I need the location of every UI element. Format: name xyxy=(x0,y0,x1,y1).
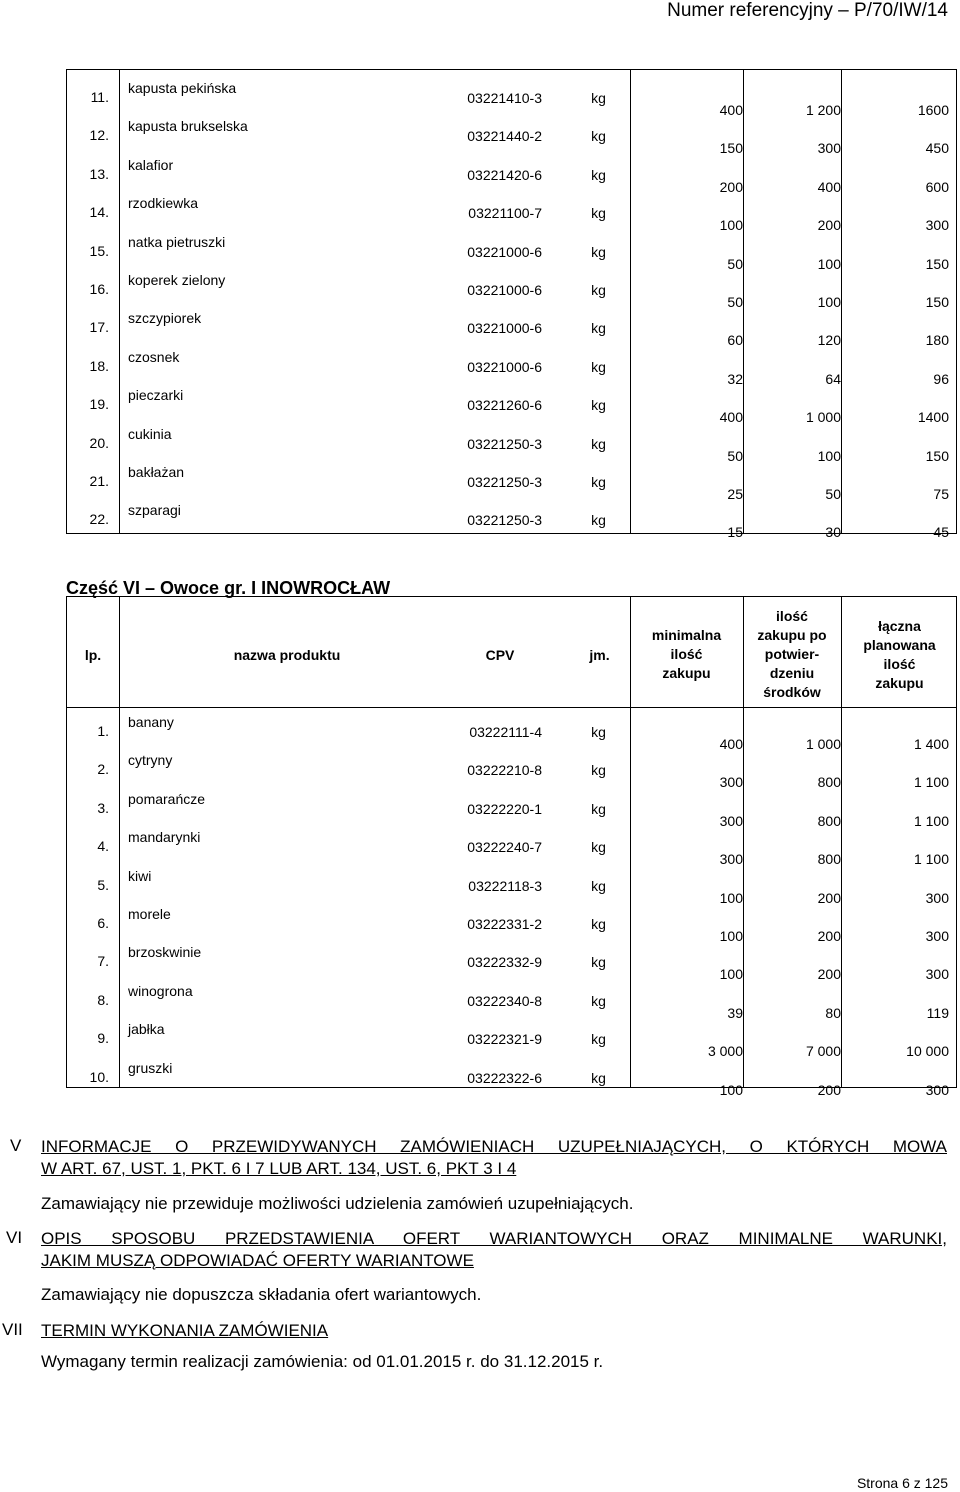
unit: kg xyxy=(591,1069,606,1086)
product-name: kiwi xyxy=(128,867,152,884)
row-lp: 5. xyxy=(97,876,109,893)
cpv-code: 03222321-9 xyxy=(467,1031,542,1048)
total-quantity: 1 400 xyxy=(913,736,949,752)
conditional-quantity: 200 xyxy=(817,217,841,234)
product-name: kapusta pekińska xyxy=(128,80,237,96)
section-v-text: Zamawiający nie przewiduje możliwości udzielenia zamówień uzupełniających. xyxy=(41,1194,634,1213)
unit: kg xyxy=(591,512,606,529)
min-quantity: 15 xyxy=(727,524,743,541)
total-quantity: 300 xyxy=(925,928,949,944)
total-quantity: 75 xyxy=(933,486,949,502)
min-quantity: 39 xyxy=(727,1004,743,1021)
product-name: kalafior xyxy=(128,156,174,173)
cpv-code: 03222210-8 xyxy=(467,762,542,779)
unit: kg xyxy=(591,435,606,452)
min-quantity: 100 xyxy=(719,928,743,944)
section-v-heading: INFORMACJE O PRZEWIDYWANYCH ZAMÓWIENIACH UZUPEŁNIAJĄCYCH, O KTÓRYCH MOWA W ART. 67, UST. 1, PKT. 6 I 7 LUB ART. 134, UST. 6, PKT 3 I 4 xyxy=(41,1137,947,1178)
unit: kg xyxy=(591,243,606,260)
cpv-code: 03221000-6 xyxy=(467,282,542,298)
total-quantity: 1 100 xyxy=(913,851,949,868)
min-quantity: 32 xyxy=(727,370,743,387)
unit: kg xyxy=(591,800,606,817)
cpv-code: 03221000-6 xyxy=(467,243,542,260)
min-quantity: 300 xyxy=(719,812,743,829)
cpv-code: 03221260-6 xyxy=(467,397,542,414)
product-name: brzoskwinie xyxy=(128,944,202,961)
section-vi-number: VI xyxy=(6,1228,23,1247)
cpv-code: 03222340-8 xyxy=(467,992,542,1009)
row-lp: 21. xyxy=(89,473,109,489)
product-name: czosnek xyxy=(128,348,180,365)
unit: kg xyxy=(591,474,606,490)
product-name: morele xyxy=(128,906,171,922)
total-quantity: 10 000 xyxy=(906,1043,949,1060)
product-name: natka pietruszki xyxy=(128,233,226,250)
unit: kg xyxy=(591,205,606,222)
unit: kg xyxy=(591,358,606,375)
min-quantity: 100 xyxy=(719,966,743,983)
product-name: szczypiorek xyxy=(128,310,202,327)
conditional-quantity: 200 xyxy=(817,1081,841,1098)
row-lp: 4. xyxy=(97,838,109,855)
cpv-code: 03221250-3 xyxy=(467,435,542,452)
unit: kg xyxy=(591,166,606,183)
conditional-quantity: 80 xyxy=(825,1004,841,1021)
cpv-code: 03221250-3 xyxy=(467,512,542,529)
conditional-quantity: 200 xyxy=(817,928,841,944)
header-lp: lp. xyxy=(84,647,102,663)
total-quantity: 450 xyxy=(925,140,949,157)
header-min: minimalna ilość zakupu xyxy=(651,627,722,681)
total-quantity: 300 xyxy=(925,889,949,906)
total-quantity: 1400 xyxy=(917,409,949,426)
min-quantity: 3 000 xyxy=(707,1043,743,1060)
unit: kg xyxy=(591,839,606,856)
header-name: nazwa produktu xyxy=(233,647,341,663)
row-lp: 11. xyxy=(90,89,109,105)
product-name: kapusta brukselska xyxy=(128,118,248,135)
cpv-code: 03221410-3 xyxy=(467,90,542,106)
section-v-number: V xyxy=(10,1136,22,1155)
total-quantity: 96 xyxy=(933,370,949,387)
row-lp: 9. xyxy=(97,1030,109,1047)
conditional-quantity: 50 xyxy=(825,486,841,502)
page-number: Strona 6 z 125 xyxy=(856,1475,948,1491)
product-name: jabłka xyxy=(128,1021,165,1038)
unit: kg xyxy=(591,916,606,932)
row-lp: 8. xyxy=(97,991,109,1008)
row-lp: 19. xyxy=(89,396,109,413)
cpv-code: 03222240-7 xyxy=(467,839,542,856)
conditional-quantity: 7 000 xyxy=(805,1043,841,1060)
cpv-code: 03221250-3 xyxy=(467,474,542,490)
unit: kg xyxy=(591,282,606,298)
row-lp: 17. xyxy=(89,319,109,336)
reference-number: Numer referencyjny – P/70/IW/14 xyxy=(667,0,948,21)
conditional-quantity: 100 xyxy=(817,294,841,310)
product-name: cytryny xyxy=(128,752,173,769)
product-name: gruszki xyxy=(128,1059,173,1076)
conditional-quantity: 400 xyxy=(817,178,841,195)
min-quantity: 100 xyxy=(719,1081,743,1098)
conditional-quantity: 30 xyxy=(825,524,841,541)
conditional-quantity: 200 xyxy=(817,966,841,983)
row-lp: 20. xyxy=(89,434,109,451)
conditional-quantity: 100 xyxy=(817,255,841,272)
product-name: rzodkiewka xyxy=(128,195,199,212)
row-lp: 13. xyxy=(89,165,109,182)
conditional-quantity: 1 000 xyxy=(805,409,841,426)
header-total: łączna planowana ilość zakupu xyxy=(863,618,936,691)
unit: kg xyxy=(591,992,606,1009)
min-quantity: 150 xyxy=(719,140,743,157)
unit: kg xyxy=(591,90,606,106)
unit: kg xyxy=(591,128,606,145)
total-quantity: 150 xyxy=(925,447,949,464)
section-vii-text: Wymagany termin realizacji zamówienia: od 01.01.2015 r. do 31.12.2015 r. xyxy=(41,1352,604,1371)
min-quantity: 100 xyxy=(719,889,743,906)
conditional-quantity: 1 200 xyxy=(805,102,841,118)
min-quantity: 300 xyxy=(719,851,743,868)
total-quantity: 150 xyxy=(925,294,949,310)
total-quantity: 300 xyxy=(925,1081,949,1098)
section-vii-number: VII xyxy=(2,1320,23,1339)
row-lp: 6. xyxy=(97,915,109,931)
header-cpv: CPV xyxy=(485,647,515,663)
min-quantity: 50 xyxy=(727,255,743,272)
conditional-quantity: 300 xyxy=(817,140,841,157)
product-name: pieczarki xyxy=(128,387,184,404)
unit: kg xyxy=(591,397,606,414)
product-name: pomarańcze xyxy=(128,790,206,807)
total-quantity: 1 100 xyxy=(913,774,949,791)
product-name: banany xyxy=(128,714,174,730)
min-quantity: 400 xyxy=(719,102,743,118)
product-name: winogrona xyxy=(128,982,193,999)
product-name: mandarynki xyxy=(128,829,201,846)
total-quantity: 1 100 xyxy=(913,812,949,829)
min-quantity: 50 xyxy=(727,447,743,464)
total-quantity: 119 xyxy=(926,1004,949,1021)
total-quantity: 600 xyxy=(925,178,949,195)
product-name: bakłażan xyxy=(128,464,185,480)
conditional-quantity: 120 xyxy=(817,332,841,349)
conditional-quantity: 800 xyxy=(817,774,841,791)
conditional-quantity: 800 xyxy=(817,851,841,868)
header-pot: ilość zakupu po potwier- dzeniu środków xyxy=(757,608,827,700)
min-quantity: 400 xyxy=(719,409,743,426)
header-jm: jm. xyxy=(589,647,610,663)
cpv-code: 03221000-6 xyxy=(467,358,542,375)
row-lp: 1. xyxy=(97,723,109,739)
row-lp: 16. xyxy=(89,281,109,297)
unit: kg xyxy=(591,954,606,971)
conditional-quantity: 1 000 xyxy=(805,736,841,752)
conditional-quantity: 200 xyxy=(817,889,841,906)
vegetables-table xyxy=(66,69,957,541)
total-quantity: 1600 xyxy=(917,102,949,118)
min-quantity: 60 xyxy=(727,332,743,349)
cpv-code: 03222331-2 xyxy=(467,916,542,932)
total-quantity: 300 xyxy=(925,217,949,234)
cpv-code: 03221000-6 xyxy=(467,320,542,337)
min-quantity: 200 xyxy=(719,178,743,195)
row-lp: 22. xyxy=(89,511,109,528)
unit: kg xyxy=(591,724,606,740)
row-lp: 12. xyxy=(89,127,109,144)
conditional-quantity: 64 xyxy=(825,370,841,387)
cpv-code: 03222118-3 xyxy=(468,877,542,894)
min-quantity: 100 xyxy=(719,217,743,234)
total-quantity: 45 xyxy=(933,524,949,541)
cpv-code: 03221100-7 xyxy=(468,205,542,222)
row-lp: 7. xyxy=(97,953,109,970)
section-vi-heading: OPIS SPOSOBU PRZEDSTAWIENIA OFERT WARIANTOWYCH ORAZ MINIMALNE WARUNKI, JAKIM MUSZĄ ODPOWIADAĆ OFERTY WARIANTOWE xyxy=(41,1229,947,1270)
unit: kg xyxy=(591,320,606,337)
min-quantity: 50 xyxy=(727,294,743,310)
unit: kg xyxy=(591,762,606,779)
product-name: szparagi xyxy=(128,502,181,519)
cpv-code: 03222111-4 xyxy=(469,724,542,740)
row-lp: 15. xyxy=(89,242,109,259)
part6-title: Część VI – Owoce gr. I INOWROCŁAW xyxy=(66,578,391,598)
product-name: koperek zielony xyxy=(128,272,226,288)
cpv-code: 03222332-9 xyxy=(467,954,542,971)
row-lp: 3. xyxy=(97,799,109,816)
section-vi-text: Zamawiający nie dopuszcza składania ofert wariantowych. xyxy=(41,1285,482,1304)
conditional-quantity: 100 xyxy=(817,447,841,464)
cpv-code: 03221420-6 xyxy=(467,166,542,183)
total-quantity: 150 xyxy=(925,255,949,272)
min-quantity: 300 xyxy=(719,774,743,791)
min-quantity: 400 xyxy=(719,736,743,752)
total-quantity: 180 xyxy=(925,332,949,349)
total-quantity: 300 xyxy=(925,966,949,983)
cpv-code: 03222322-6 xyxy=(467,1069,542,1086)
min-quantity: 25 xyxy=(727,486,743,502)
product-name: cukinia xyxy=(128,425,172,442)
unit: kg xyxy=(591,877,606,894)
section-vii-heading: TERMIN WYKONANIA ZAMÓWIENIA xyxy=(41,1321,329,1340)
cpv-code: 03221440-2 xyxy=(467,128,542,145)
row-lp: 10. xyxy=(89,1068,109,1085)
unit: kg xyxy=(591,1031,606,1048)
row-lp: 2. xyxy=(97,761,109,778)
conditional-quantity: 800 xyxy=(817,812,841,829)
row-lp: 14. xyxy=(89,204,109,221)
row-lp: 18. xyxy=(89,357,109,374)
cpv-code: 03222220-1 xyxy=(467,800,542,817)
fruits-table xyxy=(66,596,957,1098)
